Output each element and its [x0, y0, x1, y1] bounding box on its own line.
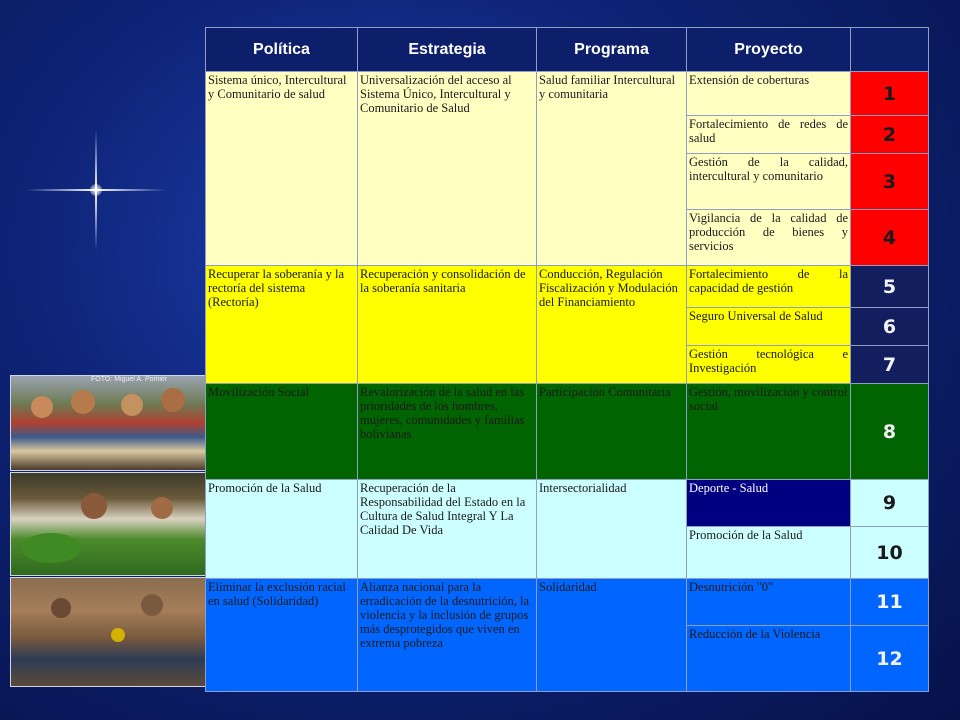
project-number-cell: 3	[851, 154, 929, 210]
proyecto-cell: Fortalecimiento de la capacidad de gestión	[687, 266, 851, 308]
header-politica: Política	[206, 28, 358, 72]
header-proyecto: Proyecto	[687, 28, 851, 72]
header-estrategia: Estrategia	[358, 28, 537, 72]
estrategia-cell: Universalización del acceso al Sistema Único, Intercultural y Comunitario de Salud	[358, 72, 537, 266]
estrategia-cell: Alianza nacional para la erradicación de la desnutrición, la violencia y la inclusión de grupos más desprotegidos que viven en extrema pobreza	[358, 579, 537, 692]
photo-market-women	[10, 472, 206, 576]
programa-cell: Intersectorialidad	[537, 480, 687, 579]
proyecto-cell: Fortalecimiento de redes de salud	[687, 116, 851, 154]
table-row	[206, 579, 929, 626]
table-row	[206, 480, 929, 527]
project-number-cell: 11	[851, 579, 929, 626]
project-number-cell: 2	[851, 116, 929, 154]
proyecto-cell: Promoción de la Salud	[687, 527, 851, 579]
proyecto-cell: Gestión tecnológica e Investigación	[687, 346, 851, 384]
project-number-cell: 8	[851, 384, 929, 480]
header-programa: Programa	[537, 28, 687, 72]
programa-cell: Participación Comunitaria	[537, 384, 687, 480]
project-number-cell: 4	[851, 210, 929, 266]
proyecto-cell: Deporte - Salud	[687, 480, 851, 527]
estrategia-cell: Revalorización de la salud en las prioridades de los hombres, mujeres, comunidades y familias bolivianas	[358, 384, 537, 480]
politica-cell: Eliminar la exclusión racial en salud (Solidaridad)	[206, 579, 358, 692]
estrategia-cell: Recuperación y consolidación de la soberanía sanitaria	[358, 266, 537, 384]
politica-cell: Sistema único, Intercultural y Comunitario de salud	[206, 72, 358, 266]
programa-cell: Conducción, Regulación Fiscalización y Modulación del Financiamiento	[537, 266, 687, 384]
estrategia-cell: Recuperación de la Responsabilidad del Estado en la Cultura de Salud Integral Y La Calidad De Vida	[358, 480, 537, 579]
proyecto-cell: Reducción de la Violencia	[687, 626, 851, 692]
politica-cell: Recuperar la soberanía y la rectoría del sistema (Rectoría)	[206, 266, 358, 384]
proyecto-cell: Gestión de la calidad, intercultural y comunitario	[687, 154, 851, 210]
programa-cell: Solidaridad	[537, 579, 687, 692]
health-policy-table	[205, 27, 929, 692]
project-number-cell: 7	[851, 346, 929, 384]
politica-cell: Movilización Social	[206, 384, 358, 480]
photo-social-mobilization	[10, 375, 206, 471]
programa-cell: Salud familiar Intercultural y comunitaria	[537, 72, 687, 266]
project-number-cell: 1	[851, 72, 929, 116]
table-row	[206, 72, 929, 116]
table-row	[206, 384, 929, 480]
project-number-cell: 6	[851, 308, 929, 346]
table-header-row	[206, 28, 929, 72]
project-number-cell: 12	[851, 626, 929, 692]
proyecto-cell: Extensión de coberturas	[687, 72, 851, 116]
proyecto-cell: Seguro Universal de Salud	[687, 308, 851, 346]
photo-children-water	[10, 577, 206, 687]
proyecto-cell: Vigilancia de la calidad de producción de bienes y servicios	[687, 210, 851, 266]
proyecto-cell: Gestión, movilización y control social	[687, 384, 851, 480]
photo-caption: FOTO: Miguel A. Pomier	[91, 376, 168, 383]
table-row	[206, 266, 929, 308]
project-number-cell: 9	[851, 480, 929, 527]
header-number	[851, 28, 929, 72]
politica-cell: Promoción de la Salud	[206, 480, 358, 579]
project-number-cell: 5	[851, 266, 929, 308]
project-number-cell: 10	[851, 527, 929, 579]
proyecto-cell: Desnutrición "0"	[687, 579, 851, 626]
